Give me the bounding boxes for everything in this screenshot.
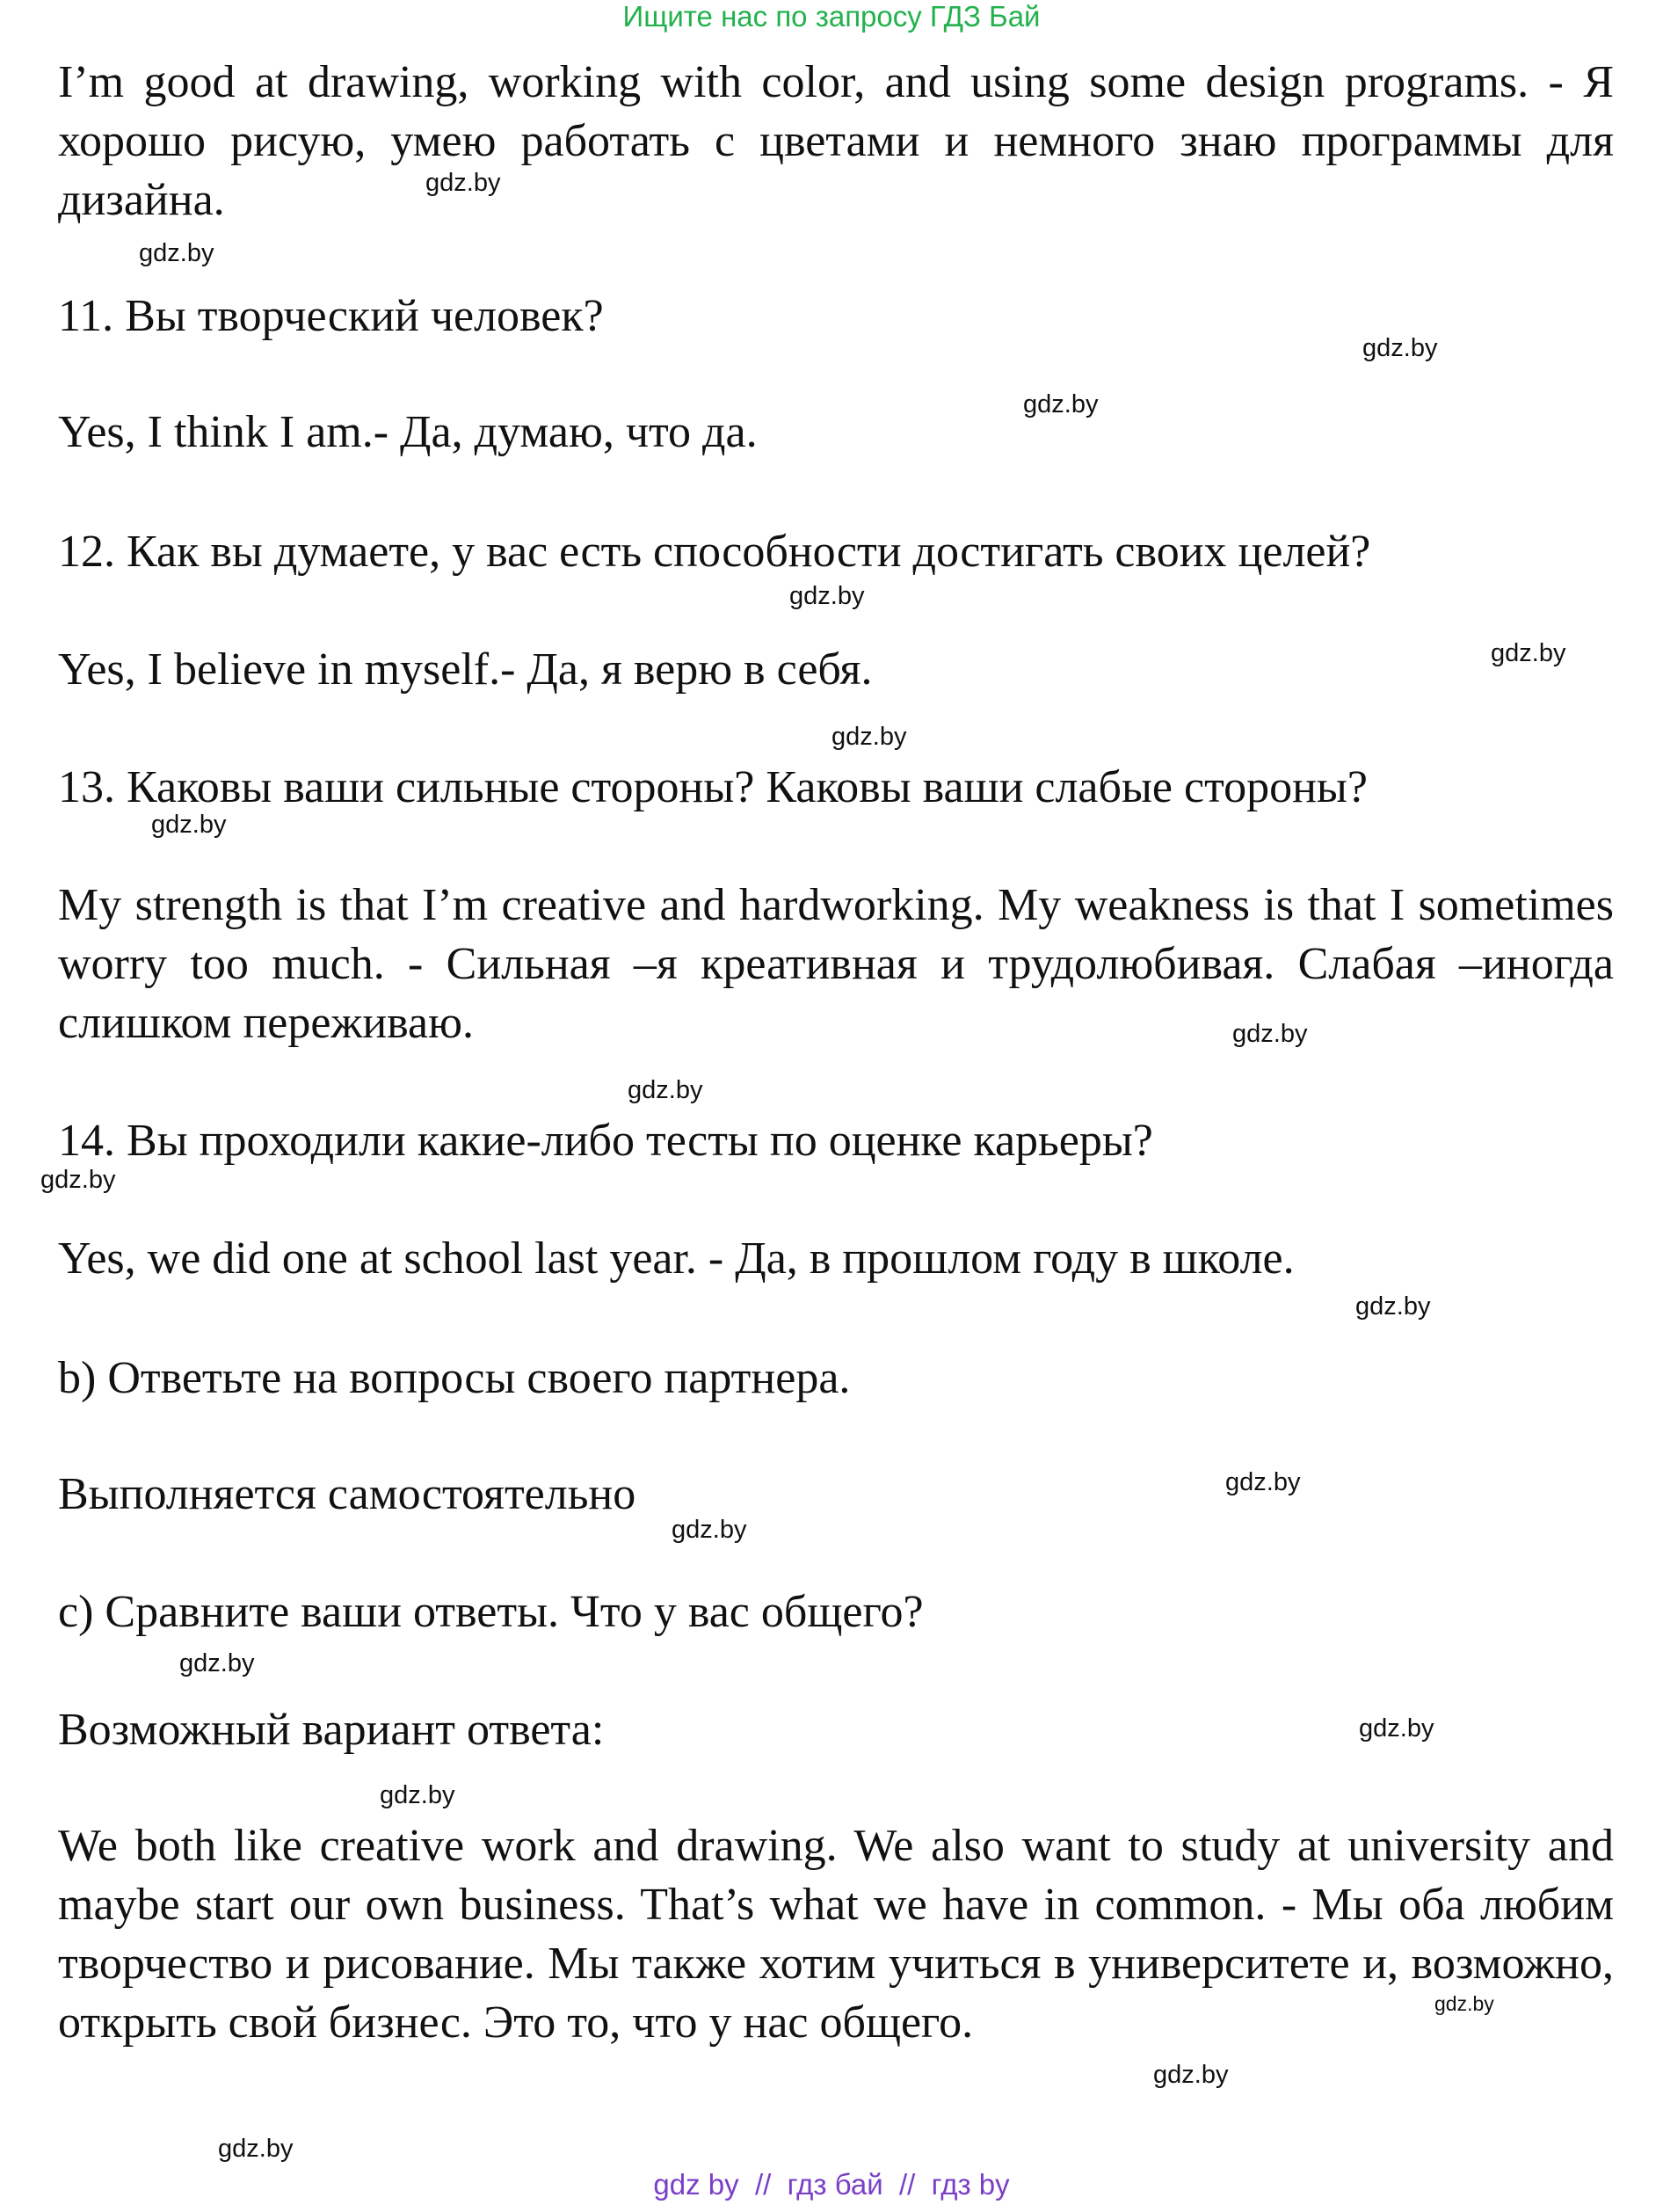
watermark: gdz.by bbox=[1434, 1992, 1494, 2015]
watermark: gdz.by bbox=[425, 169, 501, 197]
watermark: gdz.by bbox=[1232, 1020, 1308, 1048]
task-b: b) Ответьте на вопросы своего партнера. bbox=[58, 1353, 851, 1403]
watermark: gdz.by bbox=[1153, 2061, 1229, 2089]
watermark: gdz.by bbox=[789, 582, 865, 610]
task-c: c) Сравните ваши ответы. Что у вас общего? bbox=[58, 1587, 924, 1637]
watermark: gdz.by bbox=[139, 239, 214, 267]
watermark: gdz.by bbox=[179, 1649, 255, 1677]
watermark: gdz.by bbox=[1362, 334, 1438, 362]
answer-14: Yes, we did one at school last year. - Да, в прошлом году в школе. bbox=[58, 1233, 1295, 1284]
answer-10-text: I’m good at drawing, working with color, and using some design programs. - Я хорошо рисую, умею работать с цветами и немного знаю программы для дизайна. bbox=[58, 57, 1614, 225]
answer-11: Yes, I think I am.- Да, думаю, что да. bbox=[58, 407, 758, 457]
question-11: 11. Вы творческий человек? bbox=[58, 291, 604, 341]
watermark: gdz.by bbox=[1359, 1714, 1434, 1743]
question-14: 14. Вы проходили какие-либо тесты по оценке карьеры? bbox=[58, 1116, 1153, 1166]
answer-c-label: Возможный вариант ответа: bbox=[58, 1705, 605, 1755]
watermark: gdz.by bbox=[1355, 1292, 1431, 1321]
watermark: gdz.by bbox=[1023, 390, 1099, 418]
watermark: gdz.by bbox=[628, 1076, 703, 1104]
watermark: gdz.by bbox=[380, 1781, 455, 1809]
question-13: 13. Каковы ваши сильные стороны? Каковы ваши слабые стороны? bbox=[58, 762, 1368, 812]
watermark: gdz.by bbox=[832, 723, 907, 751]
watermark: gdz.by bbox=[40, 1166, 116, 1194]
watermark: gdz.by bbox=[151, 811, 227, 839]
watermark: gdz.by bbox=[218, 2135, 294, 2163]
watermark: gdz.by bbox=[1225, 1468, 1301, 1496]
answer-12: Yes, I believe in myself.- Да, я верю в себя. bbox=[58, 644, 873, 695]
answer-b: Выполняется самостоятельно bbox=[58, 1469, 636, 1519]
watermark: gdz.by bbox=[672, 1516, 747, 1544]
question-12: 12. Как вы думаете, у вас есть способности достигать своих целей? bbox=[58, 527, 1371, 577]
site-footer: gdz by // гдз бай // гдз by bbox=[653, 2168, 1010, 2201]
watermark: gdz.by bbox=[1491, 639, 1566, 667]
site-banner: Ищите нас по запросу ГДЗ Бай bbox=[622, 0, 1041, 33]
answer-c: We both like creative work and drawing. We also want to study at university and maybe start our own business. That’s what we have in common. - Мы оба любим творчество и рисование. Мы также хотим учиться в университете и, возможно, открыть свой бизнес. Это то, что у нас общего. bbox=[58, 1821, 1614, 2048]
answer-13: My strength is that I’m creative and hardworking. My weakness is that I sometimes worry too much. - Сильная –я креативная и трудолюбивая. Слабая –иногда слишком переживаю. bbox=[58, 880, 1614, 1048]
